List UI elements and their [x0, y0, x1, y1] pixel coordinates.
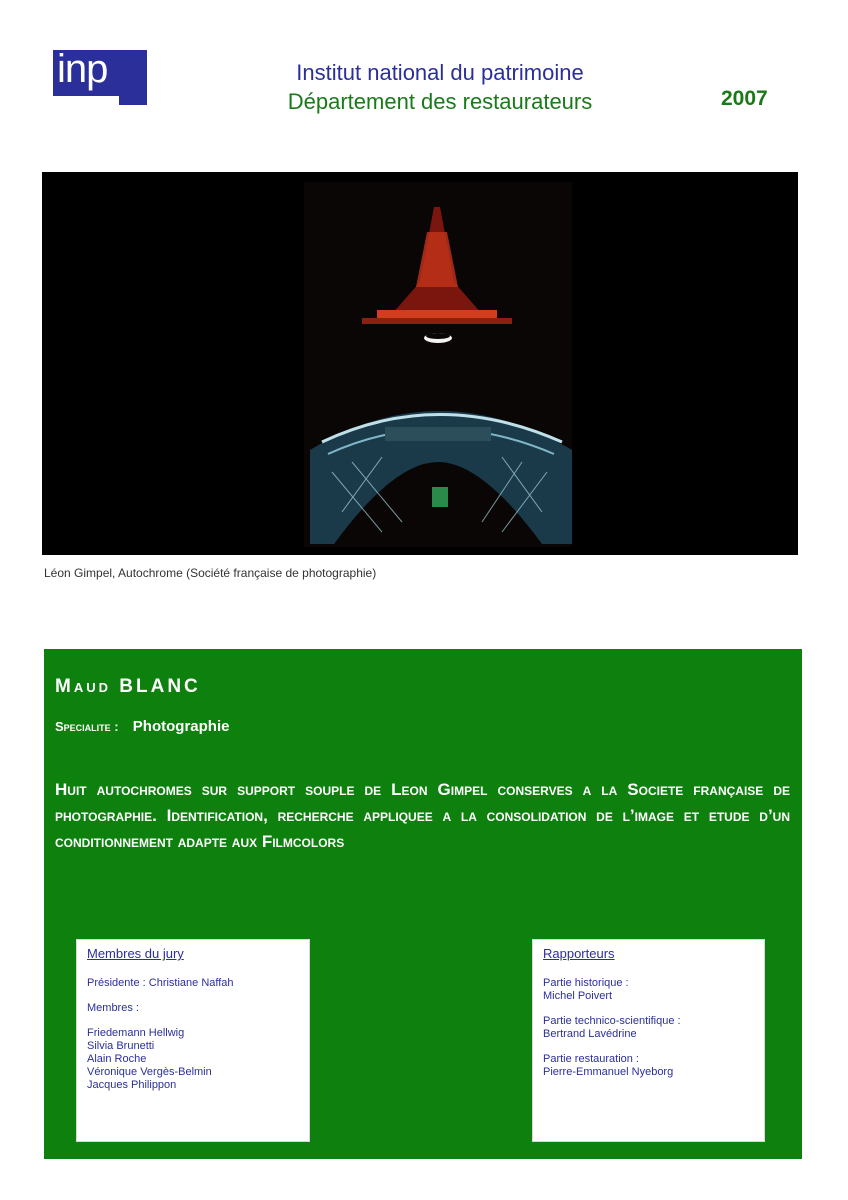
rapporteurs-box	[532, 939, 765, 1142]
jury-members-label: Membres :	[87, 1002, 139, 1014]
thesis-title: Huit autochromes sur support souple de Leon Gimpel conserves a la Societe française de photographie. Identification, recherche appliquee a la consolidation de l’image et etude d’un conditionnement adapte aux Filmcolors	[55, 780, 790, 851]
org-name: Institut national du patrimoine	[296, 60, 584, 85]
specialty-value: Photographie	[132, 718, 230, 735]
rapporteurs-title: Rapporteurs	[543, 946, 615, 961]
rapporteur-role: Partie historique :	[543, 977, 629, 989]
year: 2007	[721, 87, 768, 110]
eiffel-tower-illustration	[42, 172, 798, 555]
department-name: Département des restaurateurs	[287, 89, 593, 114]
rapporteur-name: Michel Poivert	[543, 990, 613, 1002]
author-name: Maud BLANC	[55, 676, 201, 697]
rapporteur-role: Partie restauration :	[543, 1053, 639, 1065]
specialty-row	[55, 718, 229, 735]
autochrome-photo	[42, 172, 798, 555]
jury-member: Véronique Vergès-Belmin	[87, 1066, 212, 1078]
specialty-label: Specialite :	[55, 719, 119, 734]
jury-box	[76, 939, 310, 1142]
rapporteur-role: Partie technico-scientifique :	[543, 1015, 681, 1027]
jury-member: Alain Roche	[87, 1053, 147, 1065]
logo-text: inp	[57, 47, 108, 91]
jury-member: Silvia Brunetti	[87, 1040, 155, 1052]
image-caption: Léon Gimpel, Autochrome (Société française de photographie)	[44, 566, 377, 580]
jury-member: Friedemann Hellwig	[87, 1027, 185, 1039]
rapporteur-name: Bertrand Lavédrine	[543, 1028, 637, 1040]
jury-title: Membres du jury	[87, 946, 184, 961]
rapporteur-name: Pierre-Emmanuel Nyeborg	[543, 1066, 674, 1078]
thesis-panel	[44, 649, 802, 1159]
jury-member: Jacques Philippon	[87, 1079, 177, 1091]
jury-president: Présidente : Christiane Naffah	[87, 977, 234, 989]
